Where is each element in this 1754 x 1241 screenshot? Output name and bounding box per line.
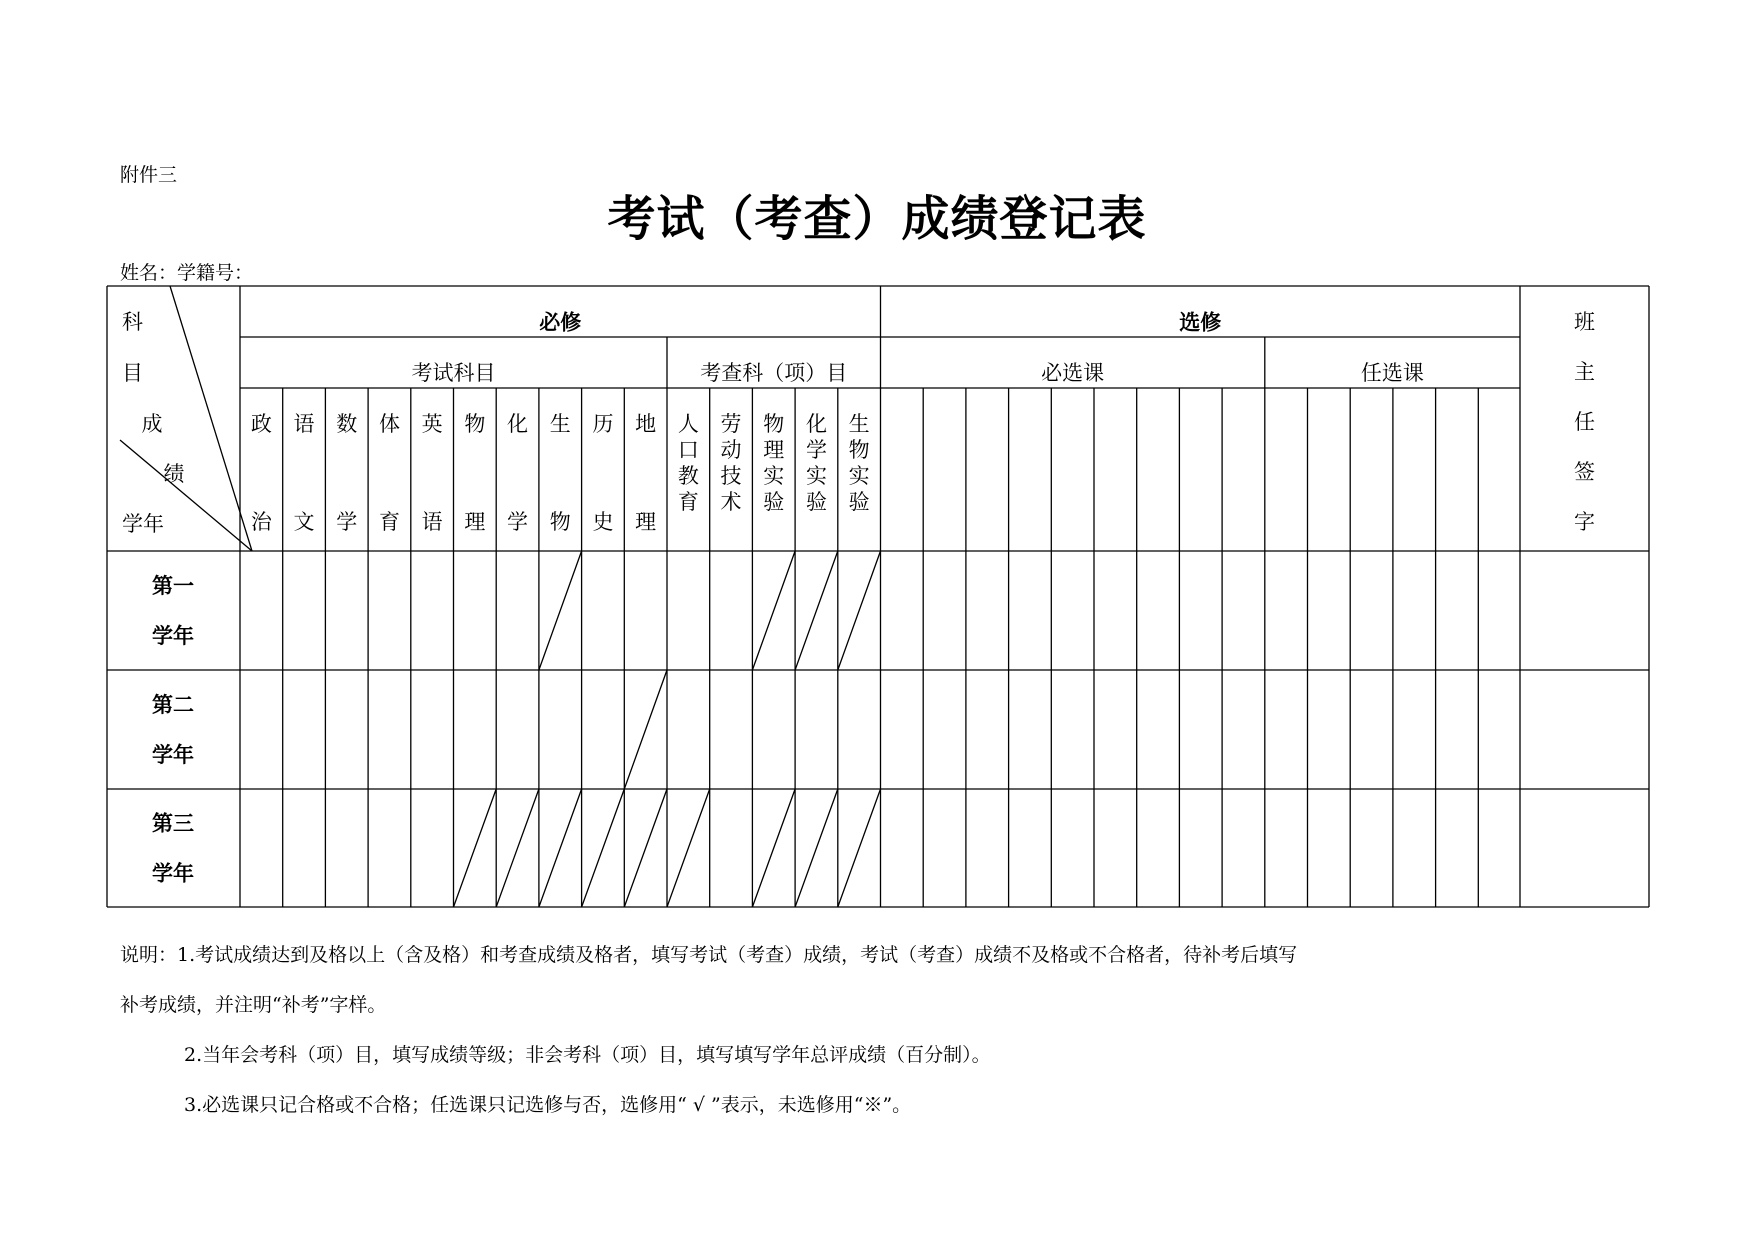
teacher-sign-char: 班: [1574, 310, 1595, 334]
exam-subject-char: 历: [592, 412, 614, 436]
notes-section: [120, 930, 1297, 1130]
check-subject-char: 口: [677, 438, 699, 462]
check-subject-char: 术: [720, 490, 742, 514]
check-subject-char: 人: [677, 412, 699, 436]
exam-subject-char: 史: [592, 510, 614, 534]
exam-subject-char: 理: [635, 510, 657, 534]
year-label: 第三: [152, 810, 194, 836]
na-slash: [582, 789, 625, 907]
check-subject-char: 实: [848, 464, 870, 488]
check-subject-char: 实: [805, 464, 827, 488]
exam-subject-char: 治: [250, 510, 272, 534]
corner-grade-char: 绩: [163, 462, 185, 486]
exam-subject-char: 体: [378, 412, 400, 436]
exam-subject-char: 政: [250, 412, 272, 436]
optional-elective-header: 任选课: [1360, 361, 1424, 385]
year-label: 学年: [152, 742, 194, 767]
na-slash: [795, 551, 838, 670]
check-subject-char: 物: [763, 412, 785, 436]
exam-subject-char: 生: [549, 412, 571, 436]
exam-subject-char: 物: [549, 510, 571, 534]
exam-subject-char: 语: [421, 510, 443, 534]
year-label: 学年: [152, 860, 194, 886]
note-1b: 补考成绩，并注明“补考”字样。: [120, 994, 387, 1016]
exam-subject-char: 英: [421, 412, 443, 436]
teacher-sign-char: 主: [1574, 360, 1595, 384]
check-subject-char: 验: [848, 490, 870, 514]
check-subject-char: 验: [763, 490, 785, 514]
exam-subject-char: 学: [336, 510, 358, 534]
exam-subject-char: 地: [635, 412, 657, 436]
na-slash: [667, 789, 710, 907]
exam-subject-char: 文: [293, 510, 315, 534]
check-subject-char: 动: [720, 438, 742, 462]
corner-subject-char: 科: [122, 310, 143, 334]
student-id-line: 姓名：学籍号：: [120, 262, 254, 284]
corner-grade-char: 成: [141, 412, 163, 436]
na-slash: [838, 551, 881, 670]
exam-subject-char: 数: [336, 412, 358, 436]
na-slash: [624, 789, 667, 907]
teacher-sign-char: 签: [1574, 460, 1595, 484]
note-1a: 说明：1.考试成绩达到及格以上（含及格）和考查成绩及格者，填写考试（考查）成绩，考试（考查）成绩不及格或不合格者，待补考后填写: [120, 944, 1298, 966]
na-slash: [454, 789, 497, 907]
year-label: 第二: [152, 692, 194, 717]
exam-subjects-header: 考试科目: [411, 361, 496, 385]
exam-subject-char: 育: [378, 510, 400, 534]
na-slash: [496, 789, 539, 907]
required-header: 必修: [539, 309, 582, 335]
check-subjects-header: 考查科（项）目: [700, 361, 848, 385]
check-subject-char: 教: [677, 464, 699, 488]
exam-subject-char: 语: [293, 412, 315, 436]
check-subject-char: 技: [720, 464, 742, 488]
check-subject-char: 验: [805, 490, 827, 514]
note-2: 2.当年会考科（项）目，填写成绩等级；非会考科（项）目，填写填写学年总评成绩（百分制）。: [184, 1044, 991, 1066]
elective-header: 选修: [1179, 309, 1222, 335]
na-slash: [624, 670, 667, 789]
na-slash: [752, 551, 795, 670]
check-subject-char: 学: [805, 438, 827, 462]
page-title: 考试（考查）成绩登记表: [607, 191, 1147, 247]
na-slash: [539, 551, 582, 670]
corner-subject-char: 目: [122, 361, 143, 385]
exam-subject-char: 化: [507, 412, 529, 436]
check-subject-char: 化: [805, 412, 827, 436]
check-subject-char: 育: [677, 490, 699, 514]
check-subject-char: 生: [848, 412, 870, 436]
attachment-label: 附件三: [120, 164, 178, 186]
exam-subject-char: 物: [464, 412, 486, 436]
exam-subject-char: 理: [464, 510, 486, 534]
corner-year-label: 学年: [122, 512, 164, 536]
check-subject-char: 实: [763, 464, 785, 488]
check-subject-char: 理: [763, 438, 785, 462]
year-label: 第一: [152, 573, 194, 598]
na-slash: [752, 789, 795, 907]
teacher-sign-char: 字: [1574, 510, 1595, 534]
exam-subject-char: 学: [507, 510, 529, 534]
check-subject-char: 劳: [720, 412, 742, 436]
year-label: 学年: [152, 623, 194, 648]
na-slash: [795, 789, 838, 907]
required-elective-header: 必选课: [1041, 361, 1105, 385]
teacher-sign-char: 任: [1574, 410, 1595, 434]
check-subject-char: 物: [848, 438, 870, 462]
na-slash: [539, 789, 582, 907]
na-slash: [838, 789, 881, 907]
note-3: 3.必选课只记合格或不合格；任选课只记选修与否，选修用“ √ ”表示，未选修用“※”。: [184, 1094, 912, 1116]
